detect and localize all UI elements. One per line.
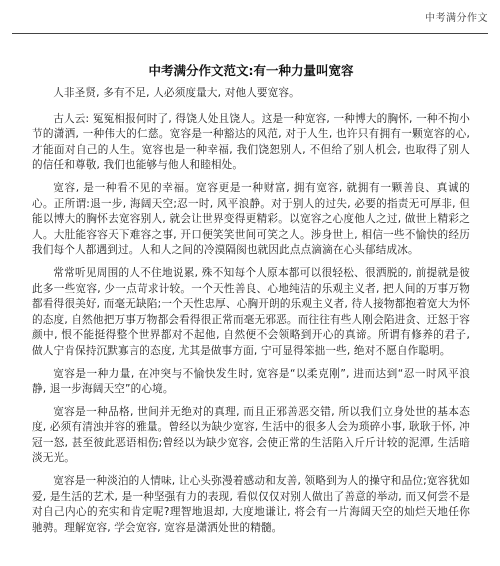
article-paragraph: 人非圣贤, 多有不足, 人必须度量大, 对他人要宽容。 (53, 87, 300, 99)
header-divider (12, 33, 488, 34)
article (32, 62, 470, 543)
header-text: 中考满分作文 (425, 13, 488, 24)
article-title: 中考满分作文范文:有一种力量叫宽容 (148, 63, 354, 78)
page-header (0, 0, 500, 34)
article-paragraph: 古人云: 冤冤相报何时了, 得饶人处且饶人。这是一种宽容, 一种博大的胸怀, 一种不拘小节的潇洒, 一种伟大的仁慈。宽容是一种豁达的风范, 对于人生, 也许只有拥有一颗宽容的心, 才能面对自己的人生。宽容也是一种幸福, 我们饶恕别人, 不但给了别人机会, 也取得了别人的信任和尊敬, 我们也能够与他人和睦相处。 (32, 112, 470, 172)
article-paragraph: 宽容是一种力量, 在冲突与不愉快发生时, 宽容是“以柔克刚”, 进而达到“忍一时风平浪静, 退一步海阔天空”的心境。 (32, 367, 470, 396)
article-paragraph: 宽容是一种淡泊的人情味, 让心头弥漫着感动和友善, 领略到为人的操守和品位;宽容犹如爱, 是生活的艺术, 是一种坚强有力的表现, 看似仅仅对别人做出了善意的举动, 而又何尝不是对自己内心的充实和肯定呢?理智地退却, 大度地谦让, 将会有一片海阔天空的灿烂天地任你驰骋。理解宽容, 学会宽容, 宽容是潇洒处世的精髓。 (32, 475, 470, 534)
article-paragraph: 宽容, 是一种看不见的幸福。宽容更是一种财富, 拥有宽容, 就拥有一颗善良、真诚的心。正所谓:退一步, 海阔天空;忍一时, 风平浪静。对于别人的过失, 必要的指责无可厚非, 但能以博大的胸怀去宽容别人, 就会让世界变得更精彩。以宽容之心度他人之过, 做世上精彩之人。大肚能容容天下难容之事, 开口便笑笑世间可笑之人。涉身世上, 相信一些不愉快的经历我们每个人都遇到过。人和人之间的冷漠隔阂也就因此点点滴滴在心头郁结成冰。 (32, 181, 470, 257)
article-paragraph: 宽容是一种品格, 世间并无绝对的真理, 而且正邪善恶交错, 所以我们立身处世的基本态度, 必须有清浊并容的雅量。曾经以为缺少宽容, 生活中的很多人会为琐碎小事, 耿耿于怀, 冲冠一怒, 甚至彼此恶语相伤;曾经以为缺少宽容, 会使正常的生活陷入斤斤计较的泥潭, 生活暗淡无光。 (32, 405, 470, 465)
article-paragraph: 常常听见周围的人不住地说累, 殊不知每个人原本都可以很轻松、很洒脱的, 前提就是彼此多一些宽容, 少一点苛求计较。一个天性善良、心地纯洁的乐观主义者, 把人间的万事万物都看得很美好, 而毫无缺陷;一个天性忠厚、心胸开朗的乐观主义者, 待人接物都抱着宽大为怀的态度, 自然他把万事万物都会看得很正常而毫无邪恶。而往往有些人刚会陷进贪、迂怒于容颜中, 恨不能挺得整个世界都对不起他, 自然便不会领略到开心的真谛。所谓有修养的君子, 做人宁肯保持沉默寡言的态度, 尤其是做事方面, 宁可显得笨拙一些, 绝对不愿自作聪明。 (32, 266, 470, 357)
